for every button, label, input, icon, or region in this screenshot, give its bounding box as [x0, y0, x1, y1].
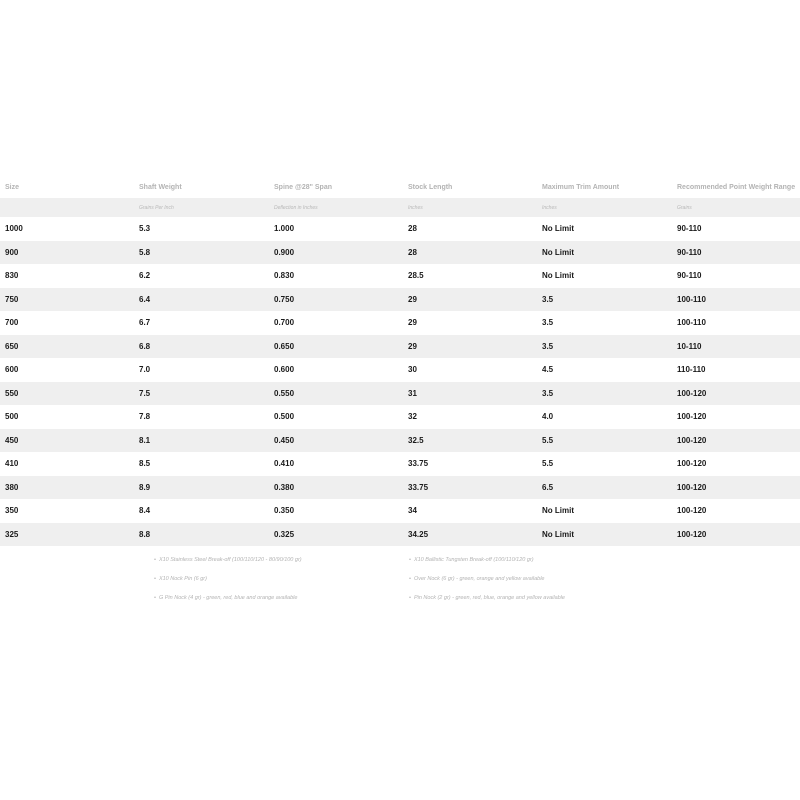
table-row [0, 358, 800, 382]
component-item [154, 574, 302, 593]
component-item [409, 555, 565, 574]
bullet-icon: • [154, 595, 156, 601]
cell-point-weight: 90-110 [672, 241, 800, 265]
bullet-icon: • [154, 557, 156, 563]
cell-spine: 0.450 [269, 429, 403, 453]
cell-max-trim: 6.5 [537, 476, 672, 500]
cell-size: 830 [0, 264, 134, 288]
cell-stock-length: 33.75 [403, 452, 537, 476]
bullet-icon: • [409, 576, 411, 582]
table-header-row [0, 176, 800, 198]
cell-max-trim: No Limit [537, 499, 672, 523]
cell-spine: 0.350 [269, 499, 403, 523]
component-item [154, 555, 302, 574]
unit-point-weight: Grains [672, 198, 800, 217]
cell-max-trim: 3.5 [537, 311, 672, 335]
cell-max-trim: 3.5 [537, 288, 672, 312]
table-row [0, 264, 800, 288]
component-item [409, 593, 565, 612]
bullet-icon: • [409, 557, 411, 563]
cell-spine: 0.550 [269, 382, 403, 406]
table-row [0, 452, 800, 476]
component-text: Pin Nock (2 gr) - green, red, blue, orange and yellow available [413, 595, 565, 601]
cell-spine: 0.900 [269, 241, 403, 265]
cell-shaft-weight: 7.5 [134, 382, 269, 406]
cell-size: 550 [0, 382, 134, 406]
cell-max-trim: 5.5 [537, 452, 672, 476]
cell-point-weight: 100-120 [672, 382, 800, 406]
cell-shaft-weight: 8.1 [134, 429, 269, 453]
cell-max-trim: No Limit [537, 264, 672, 288]
cell-point-weight: 100-120 [672, 523, 800, 547]
cell-stock-length: 28.5 [403, 264, 537, 288]
cell-size: 410 [0, 452, 134, 476]
cell-max-trim: No Limit [537, 523, 672, 547]
cell-size: 380 [0, 476, 134, 500]
table-row [0, 335, 800, 359]
unit-size [0, 198, 134, 217]
cell-stock-length: 29 [403, 335, 537, 359]
unit-max-trim: Inches [537, 198, 672, 217]
cell-size: 650 [0, 335, 134, 359]
cell-size: 325 [0, 523, 134, 547]
cell-point-weight: 100-110 [672, 288, 800, 312]
cell-size: 600 [0, 358, 134, 382]
component-text: G Pin Nock (4 gr) - green, red, blue and orange available [158, 595, 298, 601]
header-spine: Spine @28" Span [274, 183, 332, 191]
header-max-trim: Maximum Trim Amount [542, 183, 620, 191]
cell-stock-length: 29 [403, 311, 537, 335]
cell-point-weight: 100-120 [672, 405, 800, 429]
cell-max-trim: 3.5 [537, 382, 672, 406]
components-right-list [409, 555, 565, 612]
cell-stock-length: 30 [403, 358, 537, 382]
cell-spine: 0.600 [269, 358, 403, 382]
cell-size: 700 [0, 311, 134, 335]
cell-max-trim: 3.5 [537, 335, 672, 359]
cell-point-weight: 100-120 [672, 476, 800, 500]
cell-stock-length: 28 [403, 217, 537, 241]
cell-size: 450 [0, 429, 134, 453]
cell-max-trim: No Limit [537, 241, 672, 265]
cell-size: 500 [0, 405, 134, 429]
spec-table [0, 176, 800, 546]
cell-point-weight: 100-110 [672, 311, 800, 335]
cell-shaft-weight: 8.5 [134, 452, 269, 476]
unit-stock-length: Inches [403, 198, 537, 217]
table-row [0, 311, 800, 335]
table-row [0, 476, 800, 500]
table-row [0, 382, 800, 406]
cell-shaft-weight: 6.2 [134, 264, 269, 288]
component-text: X10 Stainless Steel Break-off (100/110/120 - 80/90/100 gr) [158, 557, 302, 563]
cell-spine: 0.830 [269, 264, 403, 288]
bullet-icon: • [409, 595, 411, 601]
cell-size: 900 [0, 241, 134, 265]
cell-max-trim: No Limit [537, 217, 672, 241]
cell-size: 350 [0, 499, 134, 523]
table-row [0, 288, 800, 312]
cell-spine: 0.380 [269, 476, 403, 500]
cell-spine: 0.700 [269, 311, 403, 335]
table-row [0, 499, 800, 523]
cell-point-weight: 100-120 [672, 429, 800, 453]
bullet-icon: • [154, 576, 156, 582]
cell-stock-length: 29 [403, 288, 537, 312]
cell-stock-length: 32 [403, 405, 537, 429]
unit-shaft-weight: Grains Per Inch [134, 198, 269, 217]
component-text: X10 Nock Pin (6 gr) [158, 576, 207, 582]
cell-spine: 0.750 [269, 288, 403, 312]
component-item [154, 593, 302, 612]
table-row [0, 523, 800, 547]
header-size: Size [5, 183, 20, 191]
cell-shaft-weight: 5.3 [134, 217, 269, 241]
table-row [0, 217, 800, 241]
cell-stock-length: 31 [403, 382, 537, 406]
cell-stock-length: 34.25 [403, 523, 537, 547]
cell-size: 750 [0, 288, 134, 312]
cell-spine: 0.500 [269, 405, 403, 429]
header-shaft-weight: Shaft Weight [139, 183, 182, 191]
cell-shaft-weight: 8.9 [134, 476, 269, 500]
cell-max-trim: 5.5 [537, 429, 672, 453]
cell-shaft-weight: 8.8 [134, 523, 269, 547]
component-item [409, 574, 565, 593]
cell-spine: 0.410 [269, 452, 403, 476]
cell-spine: 1.000 [269, 217, 403, 241]
cell-shaft-weight: 6.8 [134, 335, 269, 359]
cell-point-weight: 100-120 [672, 452, 800, 476]
cell-spine: 0.650 [269, 335, 403, 359]
units-row [0, 198, 800, 217]
header-stock-length: Stock Length [408, 183, 453, 191]
cell-spine: 0.325 [269, 523, 403, 547]
cell-shaft-weight: 5.8 [134, 241, 269, 265]
cell-shaft-weight: 7.0 [134, 358, 269, 382]
table-row [0, 405, 800, 429]
header-point-weight: Recommended Point Weight Range [677, 183, 796, 191]
cell-shaft-weight: 7.8 [134, 405, 269, 429]
cell-size: 1000 [0, 217, 134, 241]
cell-shaft-weight: 6.4 [134, 288, 269, 312]
table-row [0, 429, 800, 453]
cell-stock-length: 34 [403, 499, 537, 523]
cell-stock-length: 33.75 [403, 476, 537, 500]
cell-stock-length: 28 [403, 241, 537, 265]
cell-max-trim: 4.5 [537, 358, 672, 382]
component-text: X10 Ballistic Tungsten Break-off (100/110/120 gr) [413, 557, 534, 563]
unit-spine: Deflection in Inches [269, 198, 403, 217]
component-text: Over Nock (6 gr) - green, orange and yellow available [413, 576, 545, 582]
cell-max-trim: 4.0 [537, 405, 672, 429]
cell-shaft-weight: 8.4 [134, 499, 269, 523]
table-row [0, 241, 800, 265]
cell-shaft-weight: 6.7 [134, 311, 269, 335]
cell-point-weight: 100-120 [672, 499, 800, 523]
cell-point-weight: 10-110 [672, 335, 800, 359]
cell-point-weight: 90-110 [672, 217, 800, 241]
components-left-list [154, 555, 302, 612]
cell-point-weight: 110-110 [672, 358, 800, 382]
cell-point-weight: 90-110 [672, 264, 800, 288]
cell-stock-length: 32.5 [403, 429, 537, 453]
